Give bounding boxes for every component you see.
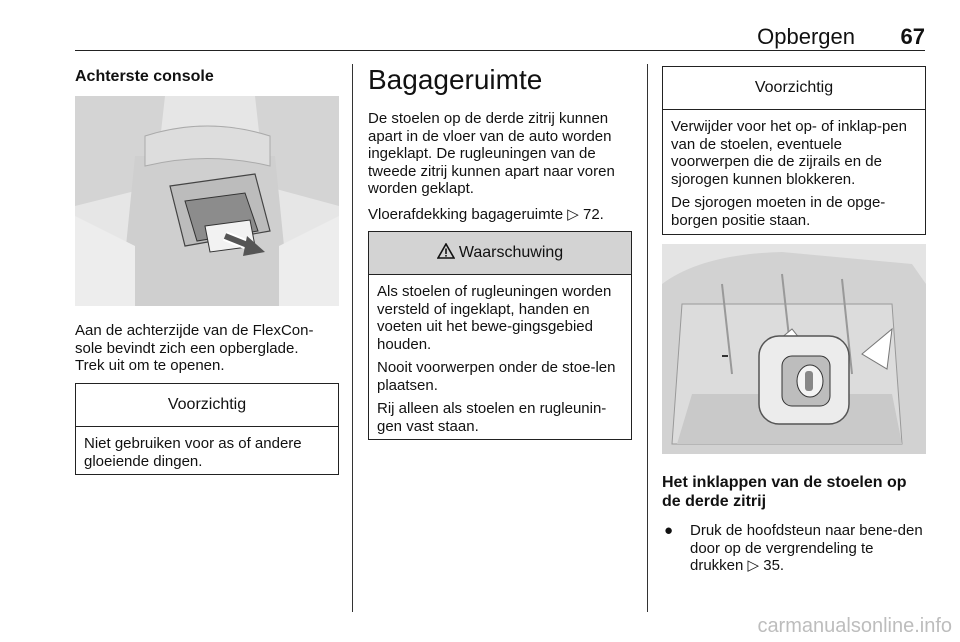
list-item bbox=[664, 522, 930, 582]
caution-title: Voorzichtig bbox=[663, 67, 925, 110]
warning-text: Rij alleen als stoelen en rugleunin-gen vast staan. bbox=[377, 400, 607, 435]
caution-title: Voorzichtig bbox=[76, 384, 338, 427]
section-title: Opbergen bbox=[757, 24, 855, 49]
section-heading: Het inklappen van de stoelen op de derde zitrij bbox=[662, 474, 907, 510]
warning-box bbox=[368, 231, 632, 440]
caution-text: De sjorogen moeten in de opge-borgen positie staan. bbox=[671, 194, 886, 229]
warning-header bbox=[369, 232, 631, 275]
caution-box bbox=[75, 383, 339, 475]
warning-text: Als stoelen of rugleuningen worden versteld of ingeklapt, handen en voeten uit het bewe-gingsgebied houden. bbox=[377, 283, 612, 353]
chapter-title: Bagageruimte bbox=[368, 64, 543, 95]
column-divider bbox=[647, 64, 648, 612]
bullet-icon: ● bbox=[664, 522, 674, 539]
list-item-text: Druk de hoofdsteun naar bene-den door op de vergrendeling te drukken ▷ 35. bbox=[690, 522, 923, 574]
paragraph: De stoelen op de derde zitrij kunnen apart in de vloer van de auto worden ingeklapt. De rugleuningen van de tweede zitrij kunnen apart naar voren worden geklapt. Vloerafdekking bagageruimte ▷ 72. bbox=[368, 110, 634, 223]
cross-reference: Vloerafdekking bagageruimte ▷ 72. bbox=[368, 205, 604, 223]
section-heading: Achterste console bbox=[75, 68, 214, 85]
luggage-compartment-illustration bbox=[662, 244, 926, 454]
caution-text: Verwijder voor het op- of inklap-pen van de stoelen, eventuele voorwerpen die de zijrails en de sjorogen kunnen blokkeren. bbox=[671, 118, 907, 188]
warning-title: Waarschuwing bbox=[458, 244, 564, 261]
caution-box bbox=[662, 66, 926, 235]
paragraph: Aan de achterzijde van de FlexCon- sole bevindt zich een opberglade. Trek uit om te openen. bbox=[75, 322, 314, 374]
caution-text: Niet gebruiken voor as of andere gloeiende dingen. bbox=[84, 435, 302, 470]
warning-triangle-icon bbox=[437, 243, 455, 264]
watermark: carmanualsonline.info bbox=[757, 615, 952, 637]
column-divider bbox=[352, 64, 353, 612]
page-number: 67 bbox=[900, 24, 925, 49]
warning-text: Nooit voorwerpen onder de stoe-len plaatsen. bbox=[377, 359, 616, 394]
page-header bbox=[75, 14, 925, 51]
console-drawer-illustration bbox=[75, 96, 339, 306]
